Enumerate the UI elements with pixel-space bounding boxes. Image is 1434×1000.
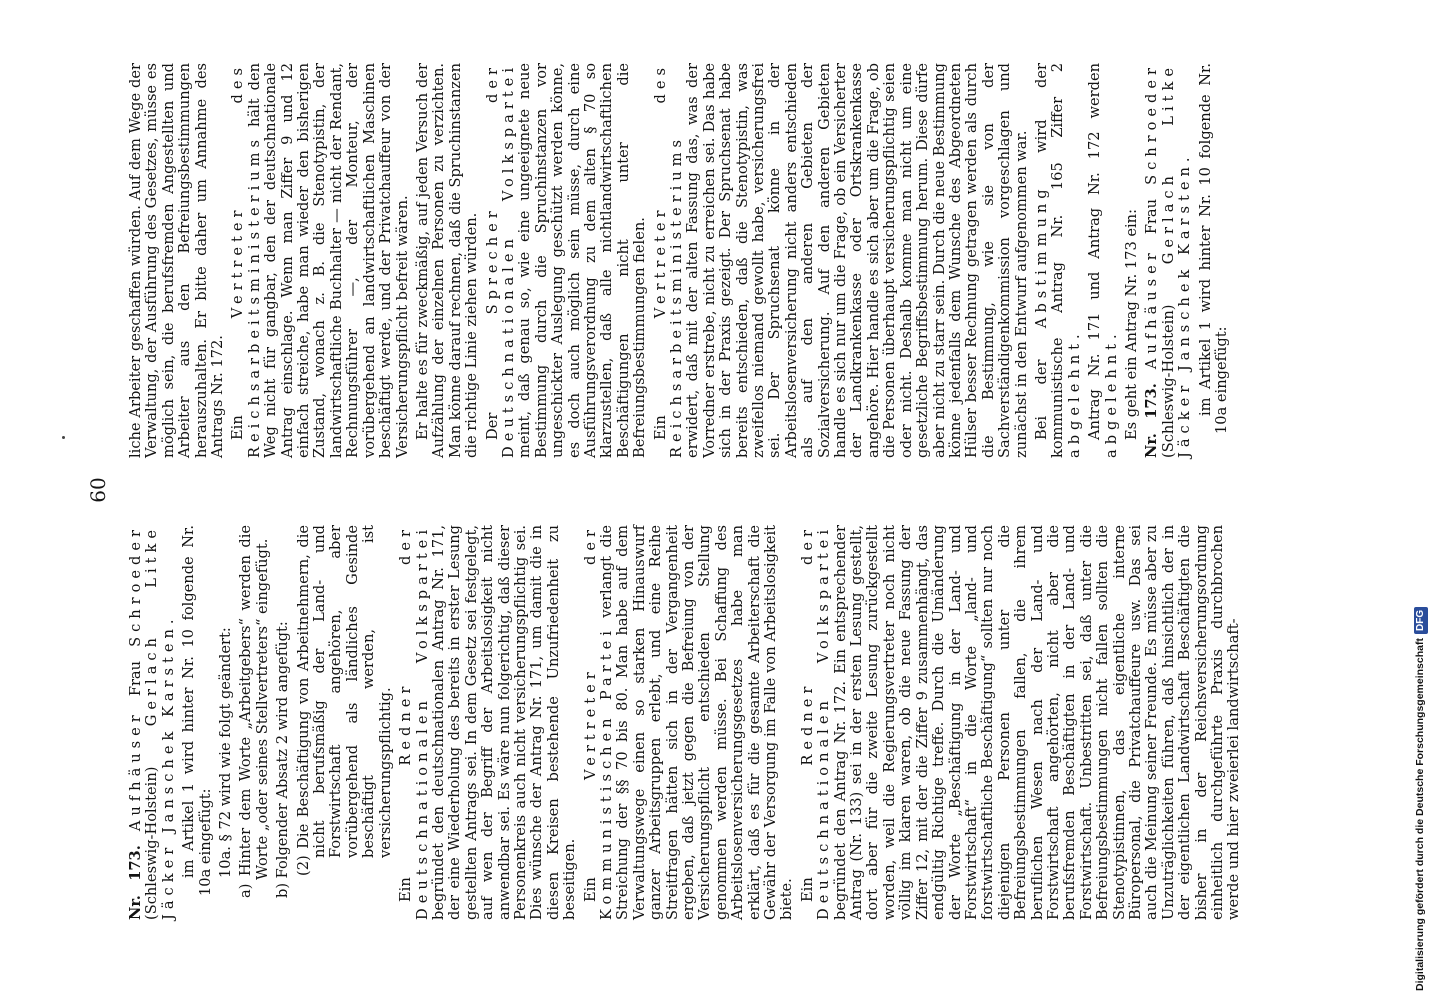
text-run: . [1065,334,1083,339]
text-run: wird der kommunistische Antrag Nr. 165 Ziffer 2 [1032,63,1067,458]
dfg-logo-icon: DFG [1414,607,1428,634]
right-column [128,63,1234,458]
paragraph [653,63,1030,458]
text-run: Bei der [1032,328,1050,440]
spaced-emphasis: Gerlach Litke Jäcker Janschek Karsten [1159,63,1194,458]
text-run: verlangt die Streichung der §§ 70 bis 80. Man habe auf dem Verwaltungswege einen so starken Hinauswurf ganzer Arbeitsgruppen erlebt, und eine Reihe Streitfragen hätten sich in der Vergangenheit ergeben, daß jetzt gegen die Befreiung von der Versicherungspflicht entschieden Stellung genommen werden müsse. Bei Schaffung des Arbeitslosenversicherungsgesetzes habe man erklärt, daß es für die gesamte Arbeiterschaft die Gewähr der Versorgung im Falle von Arbeitslosigkeit biete. [597,525,796,920]
text-run: Frau [1143,184,1161,249]
paragraph [218,525,234,920]
spaced-emphasis: Sprecher der Deutschnationalen Volkspartei [483,63,517,458]
text-run: (2) Die Beschäftigung von Arbeitnehmern, die nicht berufsmäßig der Land- und Forstwirtschaft angehören, aber vorübergehend als ländliches Gesinde beschäftigt werden, ist versicherungspflichtig. [294,525,394,876]
text-run: meint, daß genau so, wie eine ungeeignete neue Bestimmung durch die Spruchinstanzen vor ungeschickter Auslegung geschützt werden könne, es doch auch möglich sein müsse, durch eine Ausführungsverordnung zu dem alten § 70 so klarzustellen, daß alle nichtlandwirtschaftlichen Beschäftigungen nicht unter die Befreiungsbestimmungen fielen. [516,63,649,458]
text-run: . [159,619,177,625]
paragraph [238,525,271,920]
spaced-emphasis: Aufhäuser [127,710,144,832]
spaced-emphasis: Abstimmung [1032,184,1050,329]
paragraph [1034,63,1083,458]
spaced-emphasis: Vertreter der Kommunistischen Partei [581,525,615,920]
text-run: 10a. § 72 wird wie folgt geändert: [217,627,235,878]
paragraph [415,63,481,458]
speck-mark [62,436,65,439]
paragraph [275,525,291,920]
paragraph [1124,63,1140,458]
paragraph [800,525,1243,920]
paragraph [296,525,394,920]
spaced-emphasis: abgelehnt [1065,339,1083,458]
paragraph [1087,63,1120,458]
paragraph [485,63,649,458]
spaced-emphasis: Schroeder [127,524,144,647]
digitization-credit [1406,6,1432,996]
paragraph [128,63,226,458]
spaced-emphasis: Gerlach Litke Jäcker Janschek Karsten [143,525,177,920]
text-run: b) Folgender Absatz 2 wird angefügt: [274,621,292,898]
paragraph [398,525,578,920]
text-run: Es geht ein Antrag Nr. 173 ein: [1122,209,1140,440]
spaced-emphasis: abgelehnt [1102,339,1120,458]
text-run: Ein [229,318,247,440]
text-run: a) Hinter dem Worte „Arbeitgebers“ werden die Worte „oder seines Stellvertreters“ eingefügt. [237,525,271,898]
spaced-emphasis: Vertreter des Reichsarbeitsministeriums [229,62,263,458]
text-run: begründet den Antrag Nr. 172. Ein entsprechender Antrag (Nr. 133) sei in der ersten Lesung gestellt, dort aber für die zweite Lesung zurückgestellt worden, weil die Regierungsvertreter noch nicht völlig im klaren waren, ob die neue Fassung der Ziffer 12, mit der die Ziffer 9 zusammenhängt, das endgültig Richtige treffe. Durch die Umänderung der Worte „Beschäftigung in der Land- und Forstwirtschaft“ in die Worte „land- und forstwirtschaftliche Beschäftigung“ sollten nur noch diejenigen Personen unter die Befreiungsbestimmungen fallen, die ihrem beruflichen Wesen nach der Land- und Forstwirtschaft angehörten, nicht aber die berufsfremden Beschäftigten in der Land- und Forstwirtschaft. Unbestritten sei, daß unter die Befreiungsbestimmungen nicht fallen sollten die Stenotypistinnen, das eigentliche interne Büropersonal, die Privatchauffeure usw. Das sei auch die Meinung seiner Freunde. Es müsse aber zu Unzuträglichkeiten führen, daß hinsichtlich der in der eigentlichen Landwirtschaft Beschäftigten die bisher in der Reichsversicherungsordnung einheitlich durchgeführte Praxis durchbrochen werde und hier zweierlei landwirtschaft- [831,525,1243,920]
text-run: (Schleswig-Holstein) [143,726,161,920]
bold-label: Nr. 173. [1143,383,1161,458]
text-run: . [1102,334,1120,339]
paragraph [128,525,177,920]
bold-label: Nr. 173. [127,845,144,920]
spaced-emphasis: Redner der Deutschnationalen Volkspartei [397,525,431,920]
spaced-emphasis: Vertreter des Reichsarbeitsministeriums [651,62,685,458]
left-column [128,525,1247,920]
text-run: begründet den deutschnationalen Antrag Nr. 171, der eine Wiederholung des bereits in erster Lesung gestellten Antrags sei. In dem Gesetz sei festgelegt, auf wen der Begriff der Arbeitslosigkeit nicht anwendbar sei. Es wäre nun folgerichtig, daß dieser Personenkreis auch nicht versicherungspflichtig sei. Dies wünsche der Antrag Nr. 171, um damit die in diesen Kreisen bestehende Unzufriedenheit zu beseitigen. [429,525,579,920]
text-run: liche Arbeiter geschaffen würden. Auf dem Wege der Verwaltung, der Ausführung des Gesetzes, müsse es möglich sein, die berufsfremden Angestellten und Arbeiter aus den Befreiungsbestimmungen herauszuhalten. Er bitte daher um Annahme des Antrags Nr. 172. [127,63,227,458]
text-run: im Artikel 1 wird hinter Nr. 10 folgende Nr. 10a eingefügt: [1196,63,1230,434]
spaced-emphasis: Aufhäuser [1143,248,1161,370]
paragraph [181,525,214,920]
text-run: Er halte es für zweckmäßig, auf jeden Versuch der Aufzählung der einzelnen Personen zu verzichten. Man könne darauf rechnen, daß die Spruchinstanzen die richtige Linie ziehen würden. [413,63,481,458]
text-run: Ein [798,765,816,902]
paragraph [230,63,410,458]
text-run: Ein [581,780,599,902]
text-run: Antrag Nr. 171 und Antrag Nr. 172 werden [1086,63,1104,440]
spaced-emphasis: Schroeder [1143,62,1161,185]
page-number: 60 [86,477,110,503]
text-run: Frau [127,646,144,711]
text-run [127,831,144,845]
text-run: (Schleswig-Holstein) [1159,264,1177,458]
text-run: erwidert, daß mit der alten Fassung das, was der Vorredner erstrebe, nicht zu erreichen sei. Das habe sich in der Praxis gezeigt. Der Spruchsenat habe bereits entschieden, daß die Stenotypistin, was zweifellos niemand gewollt habe, versicherungsfrei sei. Der Spruchsenat könne in der Arbeitslosenversicherung nicht anders entschieden als auf den anderen Gebieten der Sozialversicherung. Auf den anderen Gebieten handle es sich nur um die Frage, ob ein Versicherter der Landkrankenkasse oder Ortskrankenkasse angehöre. Hier handle es sich aber um die Frage, ob die Personen überhaupt versicherungspflichtig seien oder nicht. Deshalb komme man nicht um eine gesetzliche Begriffsbestimmung herum. Diese dürfe aber nicht zu starr sein. Durch die neue Bestimmung könne jedenfalls dem Wunsche des Abgeordneten Hülser besser Rechnung getragen werden als durch die Bestimmung, wie sie von der Sachverständigenkommission vorgeschlagen und zunächst in den Entwurf aufgenommen war. [684,63,1030,458]
paragraph [1198,63,1231,458]
text-run: Ein [651,318,669,440]
text-run: im Artikel 1 wird hinter Nr. 10 folgende Nr. 10a eingefügt: [180,525,214,896]
paragraph [583,525,796,920]
credit-text: Digitalisierung gefördert durch die Deutsche Forschungsgemeinschaft [1414,638,1426,991]
text-run [1143,369,1160,383]
spaced-emphasis: Redner der Deutschnationalen Volkspartei [798,525,833,920]
text-run: . [1176,157,1194,163]
text-run: Der [483,314,501,440]
paragraph [1144,63,1193,458]
text-run: Ein [397,765,415,902]
text-run: hält den Weg nicht für gangbar, den der deutschnationale Antrag einschlage. Wenn man Ziffer 9 und 12 einfach streiche, habe man wieder den bisherigen Zustand, wonach z. B. die Stenotypistin, der landwirtschaftliche Buchhalter — nicht der Rendant, Rechnungsführer —, der Monteur, der vorübergehend an landwirtschaftlichen Maschinen beschäftigt werde, und der Privatchauffeur von der Versicherungspflicht befreit wären. [245,63,411,458]
